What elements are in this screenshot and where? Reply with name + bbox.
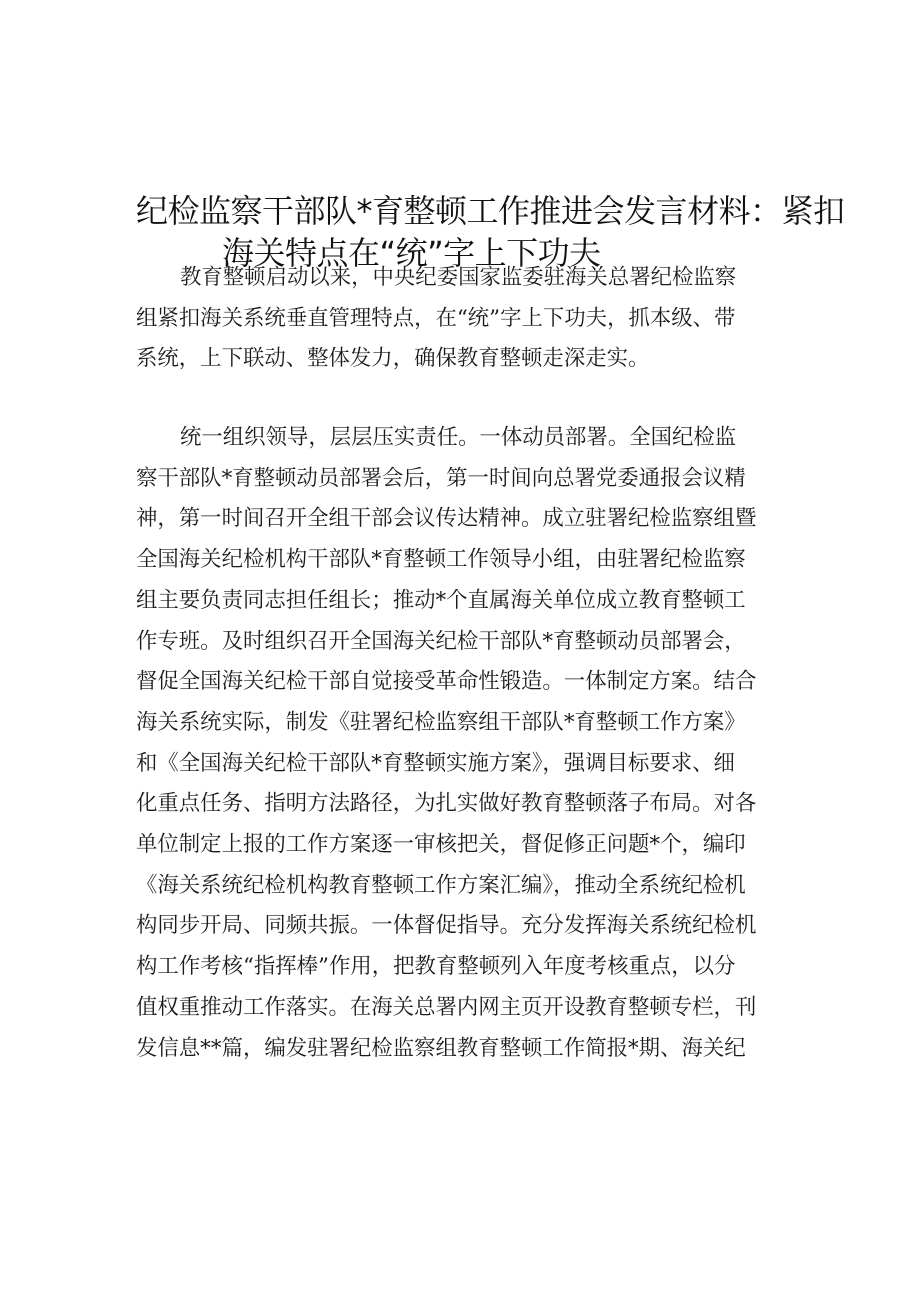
paragraph-line: 组紧扣海关系统垂直管理特点，在“统”字上下功夫，抓本级、带 <box>136 305 736 331</box>
paragraph-line: 构工作考核“指挥棒”作用，把教育整顿列入年度考核重点，以分 <box>136 954 736 980</box>
paragraph-line: 督促全国海关纪检干部自觉接受革命性锻造。一体制定方案。结合 <box>136 669 757 695</box>
paragraph-intro <box>136 258 798 380</box>
paragraph-line: 神，第一时间召开全组干部会议传达精神。成立驻署纪检监察组暨 <box>136 506 757 532</box>
paragraph-line: 统一组织领导，层层压实责任。一体动员部署。全国纪检监 <box>180 425 737 450</box>
title-line: 海关特点在“统”字上下功夫 <box>222 234 601 272</box>
paragraph-line: 教育整顿启动以来，中央纪委国家监委驻海关总署纪检监察 <box>180 265 737 290</box>
paragraph-line: 值权重推动工作落实。在海关总署内网主页开设教育整顿专栏，刊 <box>136 994 757 1020</box>
paragraph-line: 构同步开局、同频共振。一体督促指导。充分发挥海关系统纪检机 <box>136 913 757 939</box>
paragraph-line: 察干部队*育整顿动员部署会后，第一时间向总署党委通报会议精 <box>136 465 746 491</box>
paragraph-line: 和《全国海关纪检干部队*育整顿实施方案》，强调目标要求、细 <box>136 750 735 776</box>
paragraph-line: 海关系统实际，制发《驻署纪检监察组干部队*育整顿工作方案》 <box>136 709 746 735</box>
paragraph-line: 发信息**篇，编发驻署纪检监察组教育整顿工作简报*期、海关纪 <box>136 1035 746 1061</box>
paragraph-line: 系统，上下联动、整体发力，确保教育整顿走深走实。 <box>136 346 650 372</box>
paragraph-line: 全国海关纪检机构干部队*育整顿工作领导小组，由驻署纪检监察 <box>136 547 746 573</box>
paragraph-line: 作专班。及时组织召开全国海关纪检干部队*育整顿动员部署会， <box>136 628 746 654</box>
paragraph-organization <box>136 418 798 1069</box>
paragraph-line: 《海关系统纪检机构教育整顿工作方案汇编》，推动全系统纪检机 <box>136 872 746 898</box>
title-line: 纪检监察干部队*育整顿工作推进会发言材料：紧扣 <box>136 192 845 230</box>
paragraph-line: 化重点任务、指明方法路径，为扎实做好教育整顿落子布局。对各 <box>136 791 757 817</box>
paragraph-line: 组主要负责同志担任组长；推动*个直属海关单位成立教育整顿工 <box>136 587 746 613</box>
paragraph-line: 单位制定上报的工作方案逐一审核把关，督促修正问题*个，编印 <box>136 832 746 858</box>
